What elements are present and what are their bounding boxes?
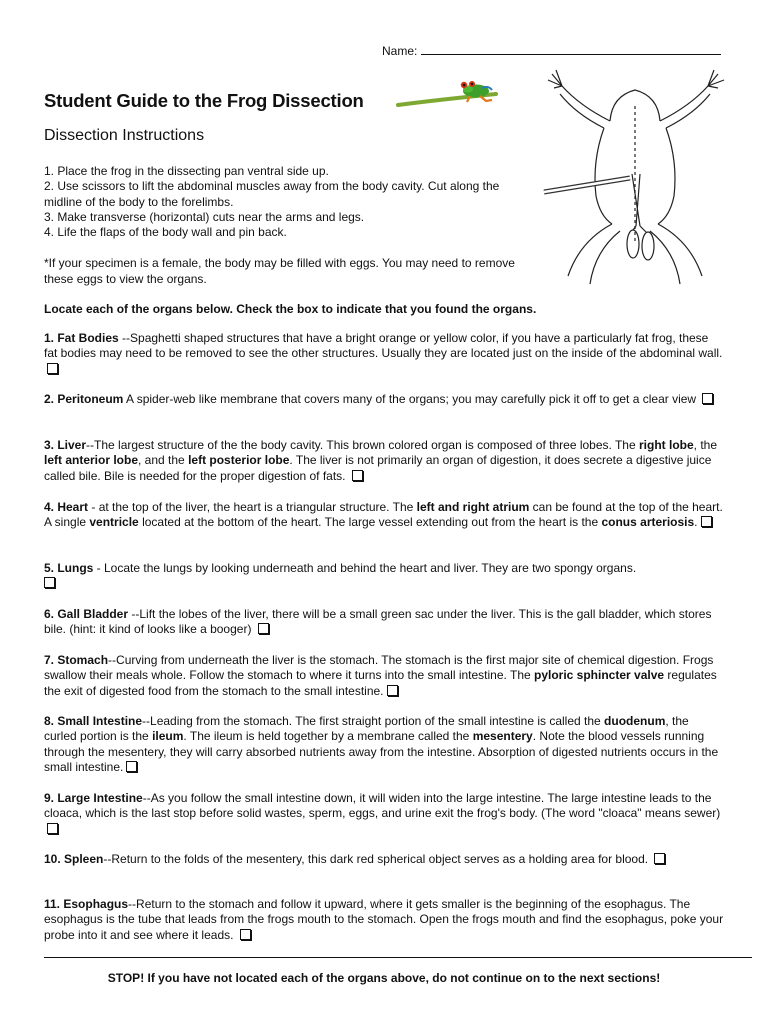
found-checkbox[interactable] [47,823,58,834]
organ-title: 7. Stomach [44,653,109,667]
female-specimen-note: *If your specimen is a female, the body may be filled with eggs. You may need to remove these eggs to view the organs. [44,256,515,286]
organ-description: --Lift the lobes of the liver, there will be a small green sac under the liver. This is the gall bladder, which stores bile. (hint: it kind of looks like a booger) [44,607,712,637]
organ-title: 6. Gall Bladder [44,607,129,621]
name-field-row [382,44,721,58]
organ-item-fat-bodies [44,331,724,377]
page-title: Student Guide to the Frog Dissection [44,90,364,111]
step-item: 3. Make transverse (horizontal) cuts near the arms and legs. [44,209,365,224]
organ-title: 5. Lungs [44,561,94,575]
organ-title: 1. Fat Bodies [44,331,119,345]
instruction-steps [44,164,519,240]
found-checkbox[interactable] [240,929,251,940]
found-checkbox[interactable] [47,363,58,374]
organ-description: --Spaghetti shaped structures that have a bright orange or yellow color, if you have a particularly fat frog, these fat bodies may need to be removed to see the other structures. Usually they are located just on the inside of the abdominal wall. [44,331,723,361]
organ-description: regulates the exit of digested food from the stomach to the small intestine. [44,668,717,698]
found-checkbox[interactable] [258,623,269,634]
organ-description: . Note the blood vessels running through the mesentery, they will carry absorbed nutrients away from the intestine. Absorption of digested nutrients occurs in the small intestine. [44,729,719,774]
organ-description: --The largest structure of the the body cavity. This brown colored organ is composed of three lobes. The [86,438,639,452]
organ-item-liver [44,438,724,484]
organ-description: . The ileum is held together by a membrane called the [183,729,473,744]
organ-description: located at the bottom of the heart. The large vessel extending out from the heart is the [138,515,602,530]
term-left-anterior-lobe: left anterior lobe [44,453,139,468]
name-label: Name: [382,44,418,58]
organ-item-heart [44,500,724,531]
term-right-lobe: right lobe [638,438,694,452]
organ-description: --Leading from the stomach. The first straight portion of the small intestine is called the [142,714,605,728]
section-heading: Dissection Instructions [44,127,205,144]
found-checkbox[interactable] [44,577,55,588]
term-atrium: left and right atrium [416,500,530,514]
found-checkbox[interactable] [126,761,137,772]
term-conus-arteriosis: conus arteriosis [601,515,695,530]
organ-item-lungs [44,561,724,592]
organ-description: , the curled portion is the [44,714,689,744]
term-mesentery: mesentery [472,729,533,744]
term-left-posterior-lobe: left posterior lobe [188,453,290,468]
organ-item-large-intestine [44,791,724,837]
organ-title: 10. Spleen [44,852,104,866]
organ-item-esophagus [44,897,724,943]
organ-description: . [694,515,698,530]
term-duodenum: duodenum [604,714,666,728]
step-item: 4. Life the flaps of the body wall and pin back. [44,225,287,240]
found-checkbox[interactable] [387,685,398,696]
name-blank-line[interactable] [421,44,721,55]
organ-description: A spider-web like membrane that covers many of the organs; you may carefully pick it off to get a clear view [123,392,700,406]
locate-instruction: Locate each of the organs below. Check the box to indicate that you found the organs. [44,302,537,316]
organ-title: 2. Peritoneum [44,392,124,406]
organ-description: , and the [138,453,189,468]
organ-title: 11. Esophagus [44,897,129,911]
organ-item-stomach [44,653,724,699]
step-item: 2. Use scissors to lift the abdominal muscles away from the body cavity. Cut along the midline of the body to the forelimbs. [44,179,500,209]
organ-title: 8. Small Intestine [44,714,143,728]
term-ileum: ileum [152,729,184,744]
organ-description: can be found at the top of the heart. A single [44,500,723,530]
organ-title: 9. Large Intestine [44,791,143,805]
organ-description: . The liver is not primarily an organ of digestion, it does secrete a digestive juice called bile. Bile is needed for the proper digestion of fats. [44,453,712,483]
found-checkbox[interactable] [654,853,665,864]
found-checkbox[interactable] [701,516,712,527]
organ-description: --As you follow the small intestine down, it will widen into the large intestine. The large intestine leads to the cloaca, which is the last stop before solid wastes, sperm, eggs, and urine exit the frog's body. (The word "cloaca" means sewer) [44,791,721,821]
term-pyloric-sphincter-valve: pyloric sphincter valve [534,668,665,683]
organ-item-small-intestine [44,714,724,775]
step-item: 1. Place the frog in the dissecting pan ventral side up. [44,164,329,178]
frog-dissection-diagram [540,66,730,286]
found-checkbox[interactable] [702,393,713,404]
term-ventricle: ventricle [89,515,139,530]
organ-title: 4. Heart [44,500,89,514]
organ-description: , the [693,438,718,452]
found-checkbox[interactable] [352,470,363,481]
organ-description: - at the top of the liver, the heart is a triangular structure. The [88,500,417,514]
organ-description: --Curving from underneath the liver is the stomach. The stomach is the first major site of chemical digestion. Frogs swallow their meals whole. Follow the stomach to where it turns into the small intestine. The [44,653,714,683]
organ-title: 3. Liver [44,438,87,452]
organ-description: --Return to the stomach and follow it upward, where it gets smaller is the beginning of the esophagus. The esophagus is the tube that leads from the frogs mouth to the stomach. Open the frogs mouth and find the esophagus, poke your probe into it and see where it leads. [44,897,724,942]
organ-item-spleen [44,852,724,867]
organ-item-gall-bladder [44,607,724,638]
organ-description: - Locate the lungs by looking underneath and behind the heart and liver. They are two spongy organs. [93,561,637,575]
tree-frog-icon [396,74,500,114]
divider [44,957,752,958]
organ-item-peritoneum [44,392,724,407]
stop-warning: STOP! If you have not located each of the organs above, do not continue on to the next sections! [107,971,661,985]
organ-description: --Return to the folds of the mesentery, this dark red spherical object serves as a holding area for blood. [103,852,652,866]
